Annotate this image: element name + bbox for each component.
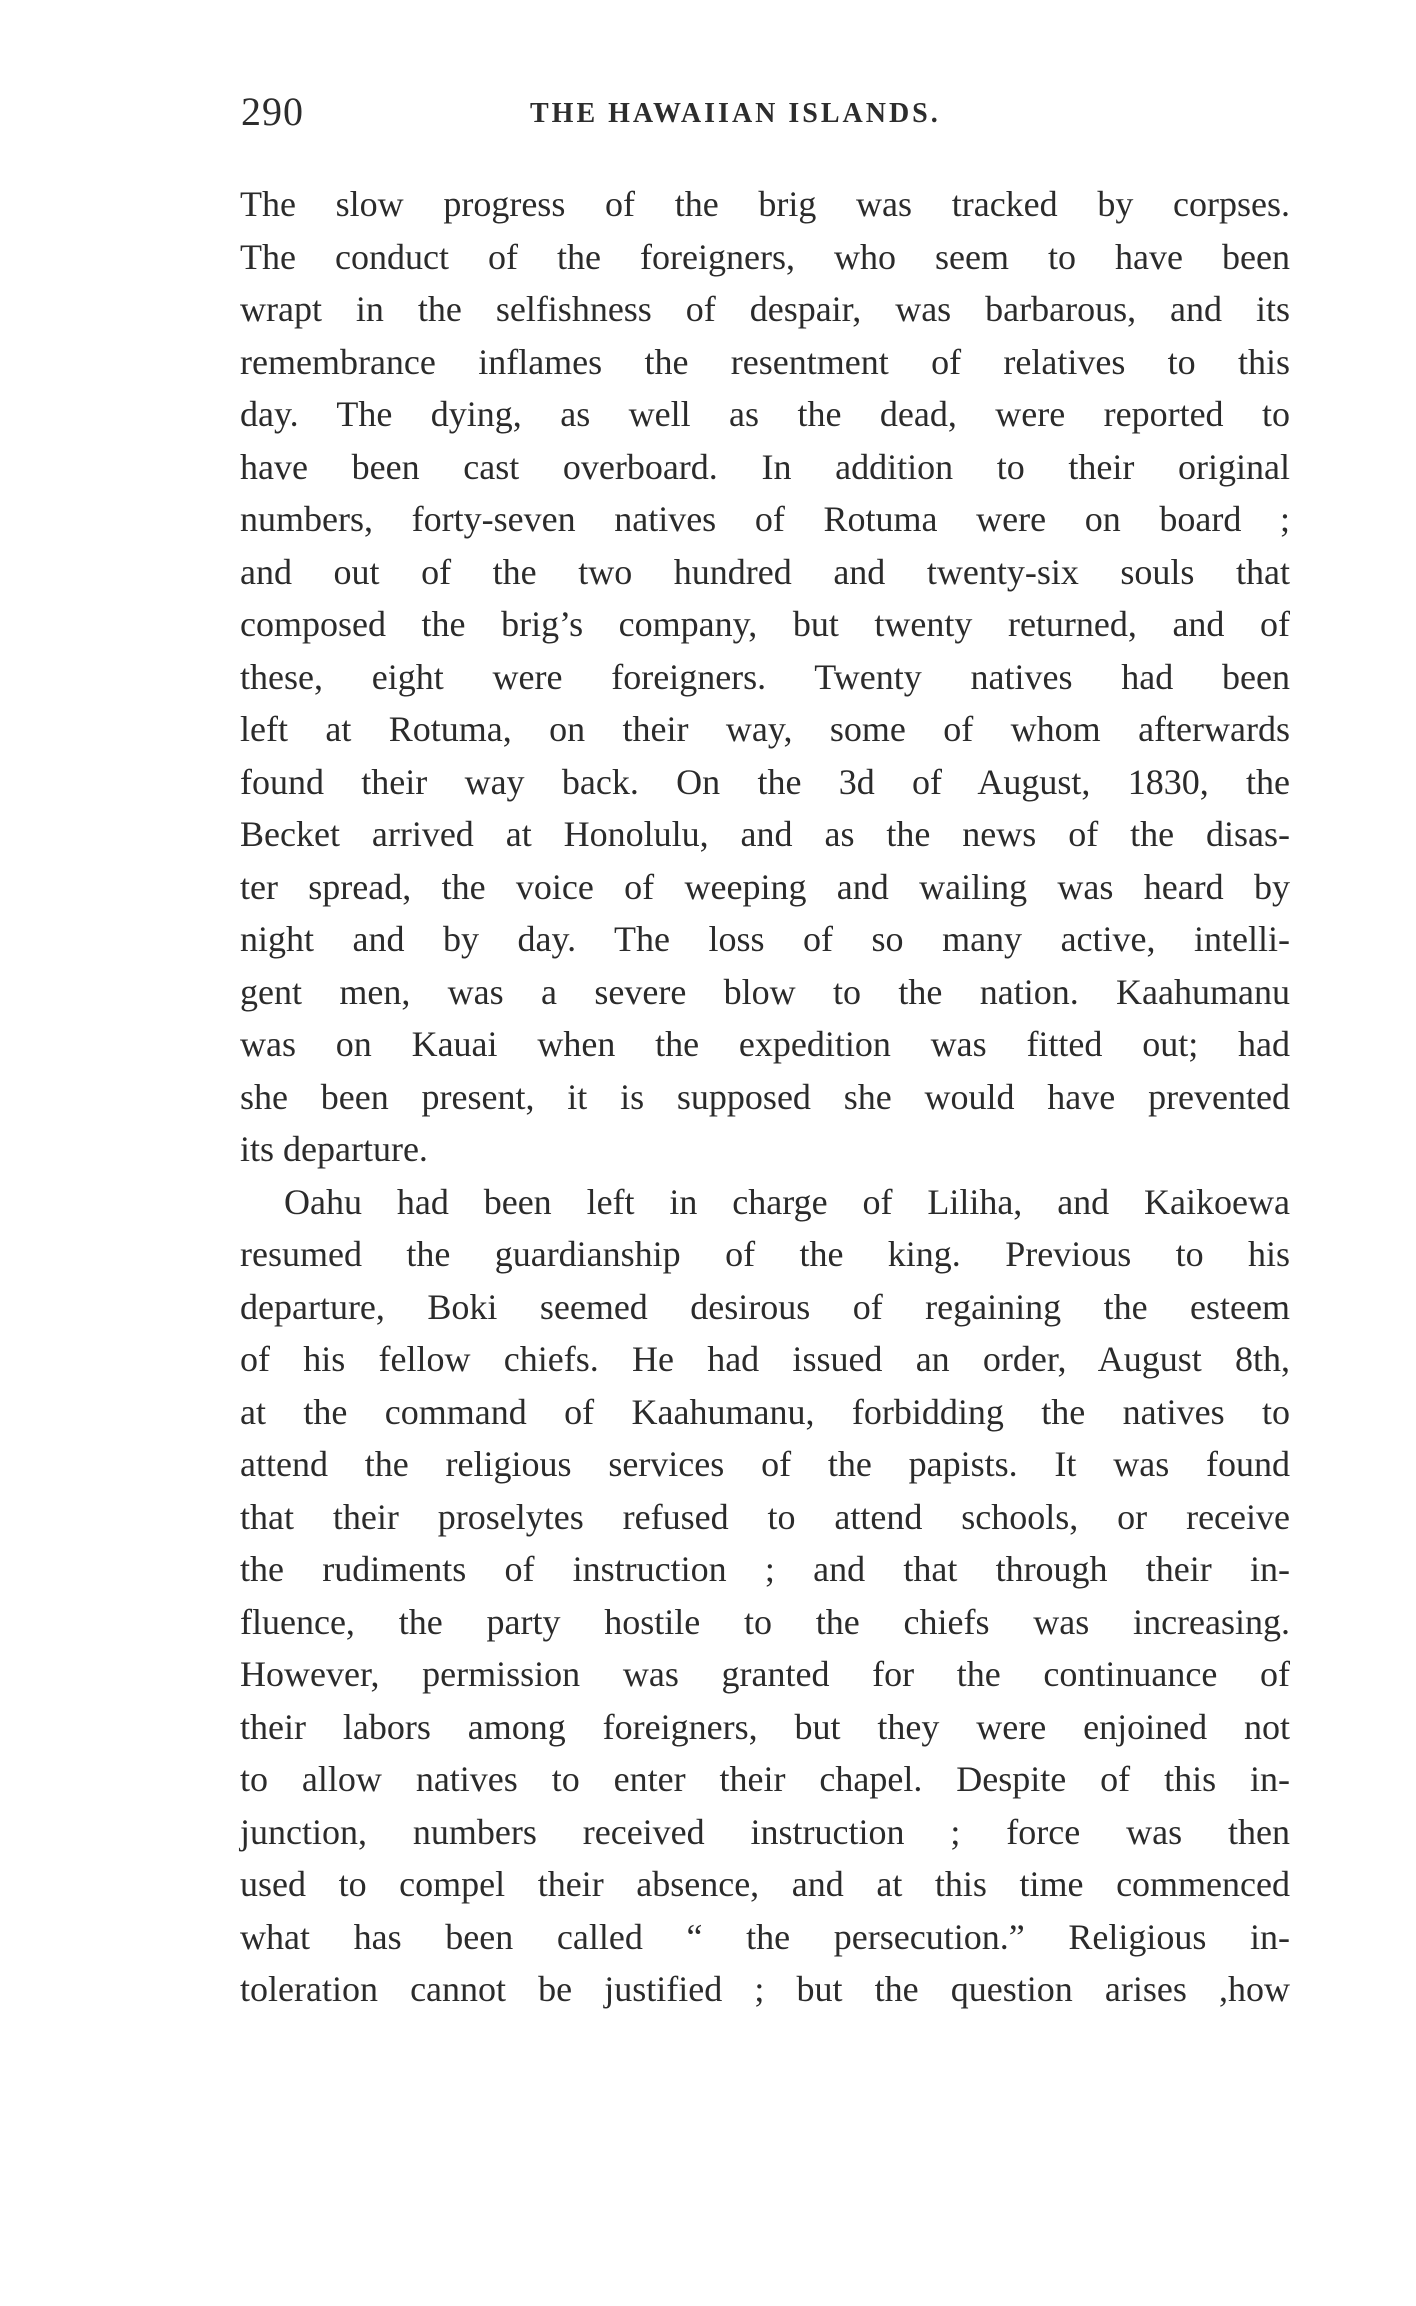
text-line: ter spread, the voice of weeping and wailing was heard by bbox=[240, 866, 1290, 907]
text-line: gent men, was a severe blow to the nation. Kaahumanu bbox=[240, 971, 1290, 1012]
text-line: composed the brig’s company, but twenty returned, and of bbox=[240, 604, 1290, 644]
body-text bbox=[240, 178, 1290, 2016]
text-line: fluence, the party hostile to the chiefs was increasing. bbox=[240, 1601, 1290, 1642]
text-line: she been present, it is supposed she would have prevented bbox=[240, 1076, 1290, 1117]
text-line: toleration cannot be justified ; but the question arises ,how bbox=[240, 1969, 1290, 2009]
text-line: night and by day. The loss of so many active, intelli- bbox=[240, 919, 1290, 959]
text-line: that their proselytes refused to attend schools, or receive bbox=[240, 1496, 1290, 1537]
text-line: have been cast overboard. In addition to their original bbox=[240, 446, 1290, 487]
text-line: their labors among foreigners, but they were enjoined not bbox=[240, 1706, 1290, 1747]
text-line: resumed the guardianship of the king. Previous to his bbox=[240, 1234, 1290, 1274]
text-line: The slow progress of the brig was tracked by corpses. bbox=[240, 184, 1290, 224]
text-line: Oahu had been left in charge of Liliha, and Kaikoewa bbox=[284, 1181, 1290, 1222]
text-line: used to compel their absence, and at this time commenced bbox=[240, 1864, 1290, 1904]
text-line: attend the religious services of the papists. It was found bbox=[240, 1444, 1290, 1484]
text-line: of his fellow chiefs. He had issued an order, August 8th, bbox=[240, 1339, 1290, 1379]
text-line: at the command of Kaahumanu, forbidding the natives to bbox=[240, 1391, 1290, 1432]
text-line: what has been called “ the persecution.” Religious in- bbox=[240, 1916, 1290, 1957]
text-line: wrapt in the selfishness of despair, was barbarous, and its bbox=[240, 289, 1290, 329]
text-line: found their way back. On the 3d of August, 1830, the bbox=[240, 761, 1290, 802]
text-line: and out of the two hundred and twenty-six souls that bbox=[240, 551, 1290, 592]
text-line: departure, Boki seemed desirous of regaining the esteem bbox=[240, 1286, 1290, 1327]
paragraph-1 bbox=[240, 178, 1290, 1176]
paragraph-2 bbox=[240, 1176, 1290, 2016]
text-line: numbers, forty-seven natives of Rotuma were on board ; bbox=[240, 499, 1290, 539]
text-line: to allow natives to enter their chapel. Despite of this in- bbox=[240, 1759, 1290, 1799]
text-line: was on Kauai when the expedition was fitted out; had bbox=[240, 1024, 1290, 1064]
text-line: Becket arrived at Honolulu, and as the news of the disas- bbox=[240, 814, 1290, 854]
text-line: day. The dying, as well as the dead, were reported to bbox=[240, 394, 1290, 434]
text-line: remembrance inflames the resentment of relatives to this bbox=[240, 341, 1290, 382]
text-line: its departure. bbox=[240, 1129, 428, 1169]
text-line: The conduct of the foreigners, who seem to have been bbox=[240, 236, 1290, 277]
text-line: left at Rotuma, on their way, some of whom afterwards bbox=[240, 709, 1290, 749]
text-line: However, permission was granted for the continuance of bbox=[240, 1654, 1290, 1694]
text-line: these, eight were foreigners. Twenty natives had been bbox=[240, 656, 1290, 697]
text-line: the rudiments of instruction ; and that through their in- bbox=[240, 1549, 1290, 1589]
text-line: junction, numbers received instruction ; force was then bbox=[240, 1811, 1290, 1852]
page-number: 290 bbox=[241, 89, 304, 134]
page-header bbox=[0, 88, 1416, 148]
running-head: THE HAWAIIAN ISLANDS. bbox=[530, 98, 941, 129]
